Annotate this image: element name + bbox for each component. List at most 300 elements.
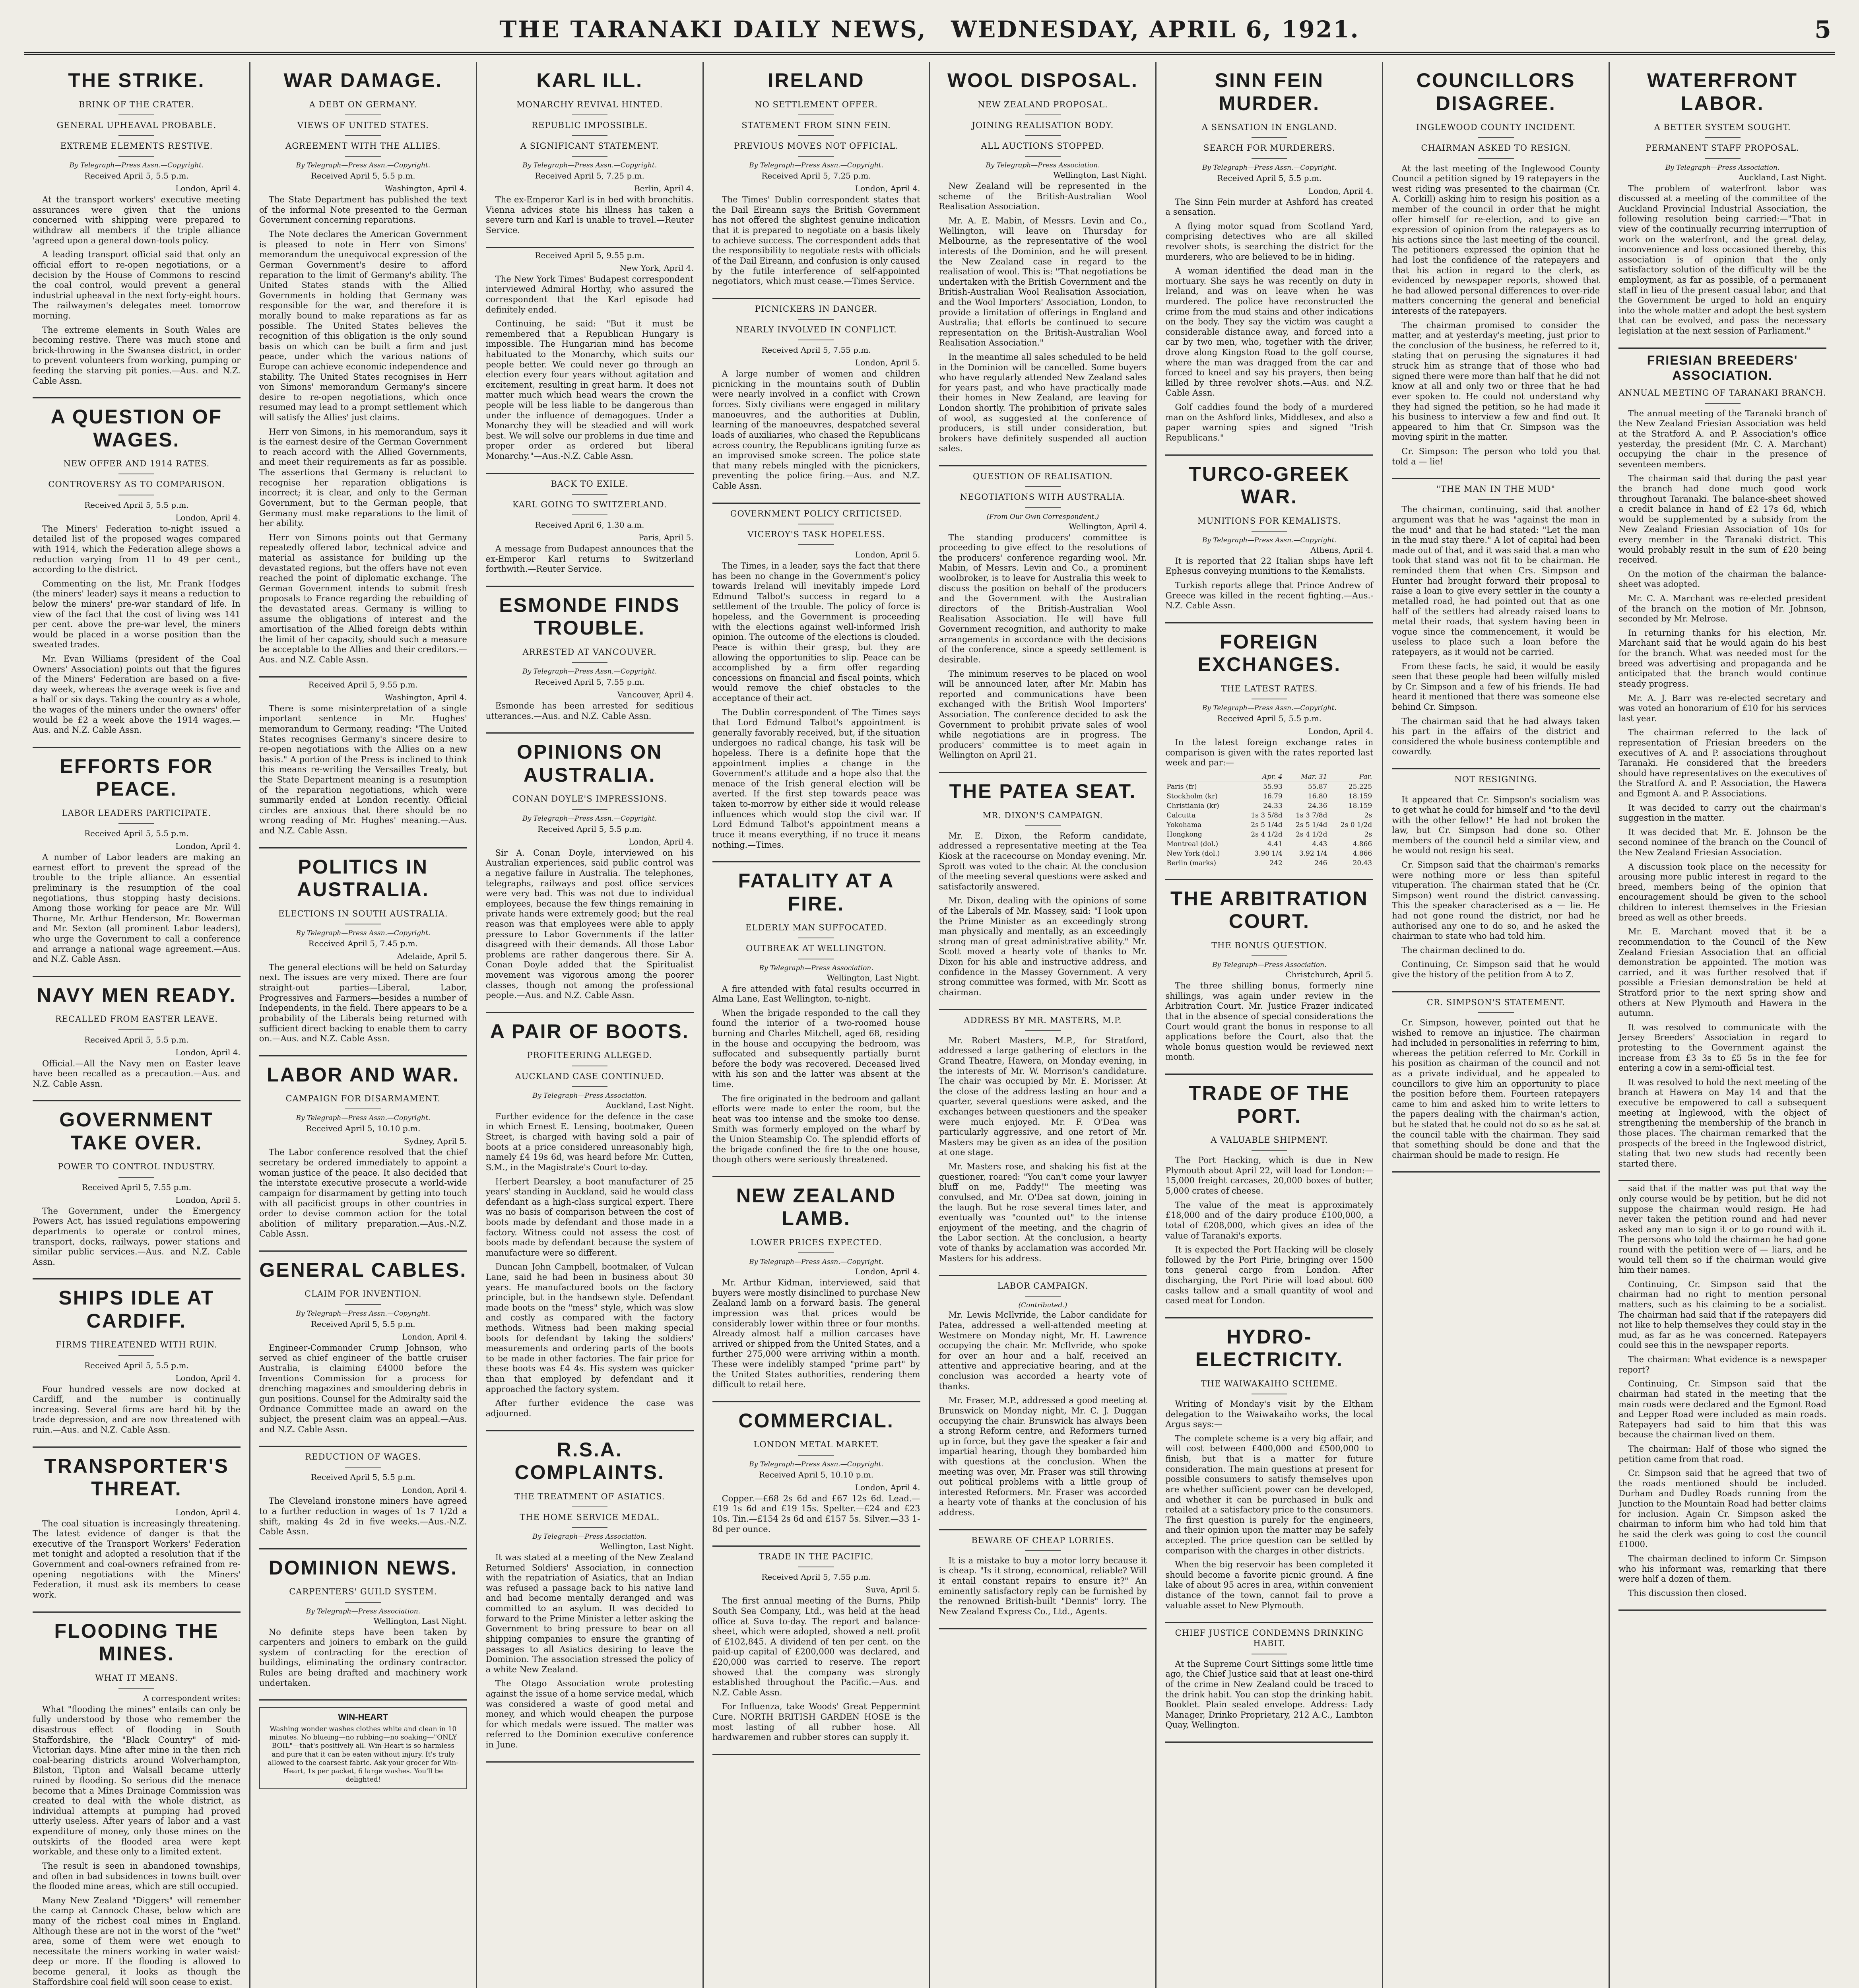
article-dateline: Christchurch, April 5. [1285, 970, 1374, 980]
table-cell: 55.87 [1308, 782, 1327, 791]
article-subheading: BRINK OF THE CRATER. [33, 99, 241, 115]
article-headline: ESMONDE FINDS TROUBLE. [499, 594, 681, 639]
article-paragraph: At the Supreme Court Sittings some little time ago, the Chief Justice said that at least one-third of the crime in New Zealand could be traced to the drink habit. You can stop the drinking habit. Booklet. Plain sealed envelope. Address: Lady Manager, Drinko Proprietary, 212 A.C., Lambton Quay, Wellington. [1165, 1659, 1374, 1730]
article-paragraph: Engineer-Commander Crump Johnson, who served as chief engineer of the battle cruiser Australia, is claiming £4000 before the Inventions Commission for a process for drenching magazines and smouldering debris in gun positions. Counsel for the Admiralty said the Ordnance Committee made an award on the subject, the present claim was an appeal.—Aus. and N.Z. Cable Assn. [259, 1343, 467, 1434]
article-subheading: LABOR LEADERS PARTICIPATE. [33, 808, 241, 824]
article-headline: IRELAND [768, 69, 865, 91]
article-credit: By Telegraph—Press Assn.—Copyright. [522, 668, 657, 676]
article-dateline: London, April 4. [1308, 726, 1374, 736]
article-divider [1165, 879, 1373, 880]
article-dateline: London, April 5. [175, 1195, 241, 1205]
article-paragraph: Sir A. Conan Doyle, interviewed on his Australian experiences, said public control was a negative failure in Australia. The telephones, telegraphs, railways and post office services were very bad. This was not due to individual employees, because the few things remaining in private hands were extremely good; but the real reason was that employees were able to apply pressure to Labor Governments if the latter disagreed with their demands. All those Labor problems are rather dangerous there. Sir A. Conan Doyle added that the Spiritualist movement was vigorous among the poorer classes, though not among the professional people.—Aus. and N.Z. Cable Assn. [485, 848, 694, 1000]
article-headline: COMMERCIAL. [738, 1409, 894, 1432]
article-received-time: Received April 5, 5.5 p.m. [84, 829, 189, 839]
article-credit: By Telegraph—Press Assn.—Copyright. [296, 161, 431, 170]
article [486, 594, 694, 721]
article-paragraph: The extreme elements in South Wales are becoming restive. There was much stone and brick-throwing in the Swansea district, in order to prevent volunteers from working, pumping or feeding the starving pit ponies.—Aus. and N.Z. Cable Assn. [33, 325, 241, 386]
article-paragraph: The Dublin correspondent of The Times says that Lord Edmund Talbot's appointment is generally favorably received, but, if the situation undergoes no radical change, his task will be hopeless. There is a definite hope that the appointment implies a change in the Government's attitude and a hope also that the menace of the Irish general election will be averted. If the first step towards peace was taken to-morrow by either side it would release influences which would stop the civil war. If Lord Edmund Talbot's appointment means a truce it means everything, if no truce it means nothing.—Times. [712, 707, 920, 850]
table-cell: Hongkong [1166, 830, 1202, 839]
article-paragraph: Continuing, Cr. Simpson said that he would give the history of the petition from A to Z. [1392, 959, 1600, 980]
table-cell: 3.90 1/4 [1254, 849, 1283, 858]
article-subheading: AGREEMENT WITH THE ALLIES. [259, 141, 467, 157]
table-cell: 2s 4 1/2d [1296, 830, 1327, 839]
article [712, 509, 920, 850]
article [939, 780, 1147, 998]
table-cell: 55.93 [1263, 782, 1283, 791]
article-headline: KARL ILL. [536, 69, 643, 91]
article-headline: LABOR AND WAR. [267, 1063, 460, 1086]
article-subheading: CONAN DOYLE'S IMPRESSIONS. [486, 794, 694, 810]
article [259, 680, 467, 836]
article-divider [486, 732, 694, 734]
article-subheading: JOINING REALISATION BODY. [939, 120, 1147, 136]
article-paragraph: Many New Zealand "Diggers" will remember the camp at Cannock Chase, below which are many of the richest coal mines in England. Although these are not in the worst of the "wet" area, some of them were wet enough to necessitate the miners working in water waist-deep or more. If the flooding is allowed to become general, it looks as though the Staffordshire coal field will soon cease to exist. [33, 1895, 241, 1987]
article-paragraph: Golf caddies found the body of a murdered man on the Ashford links, Middlesex, and also a paper warning spies and signed "Irish Republicans." [1165, 402, 1374, 443]
article-received-time: Received April 5, 9.55 p.m. [535, 250, 644, 260]
article [712, 1551, 920, 1743]
article-paragraph: A woman identified the dead man in the mortuary. She says he was recently on duty in Ireland, and was on leave when he was murdered. The police have reconstructed the crime from the mud stains and other indications on the body. They say the victim was caught a considerable distance away, and forced into a car by two men, who, together with the driver, drove along Kingston Road to the golf course, where the man was dragged from the car and forced to kneel and say his prayers, then being killed by three revolver shots.—Aus. and N.Z. Cable Assn. [1165, 266, 1374, 398]
article-paragraph: The coal situation is increasingly threatening. The latest evidence of danger is that the executive of the Transport Workers' Federation met tonight and adopted a resolution that if the Government and coal-owners refrained from re-opening negotiations with the Miners' Federation, it must ask its members to cease work. [33, 1518, 241, 1600]
table-header-cell: Par. [1329, 772, 1374, 782]
article-paragraph: At the transport workers' executive meeting assurances were given that the unions concerned with shipping were prepared to withdraw all members if the triple alliance 'agreed upon a general down-tools policy. [33, 195, 241, 245]
article [1165, 887, 1373, 1062]
article-paragraph: Mr. Lewis McIlvride, the Labor candidate for Patea, addressed a well-attended meeting at Westmere on Monday night, Mr. H. Lawrence occupying the chair. Mr. McIlvride, who spoke for over an hour and a half, received an attentive and appreciative hearing, and at the conclusion was accorded a hearty vote of thanks. [939, 1310, 1147, 1391]
article [1165, 631, 1373, 868]
article-subheading: A SIGNIFICANT STATEMENT. [486, 141, 694, 157]
article-dateline: London, April 4. [402, 1485, 467, 1495]
article-subheading: "THE MAN IN THE MUD" [1392, 484, 1600, 500]
table-cell: Christiania (kr) [1166, 802, 1219, 810]
article-paragraph: Cr. Simpson said that he agreed that two of the roads mentioned should be included. Durham and Dudley Roads running from the Junction to the Mountain Road had better claims for inclusion. Again Cr. Simpson asked the chairman to inform him who had told him that he said the clerk was going to cost the council £1000. [1618, 1468, 1826, 1549]
article-headline: A QUESTION OF WAGES. [50, 406, 223, 451]
article [259, 856, 467, 1044]
article-paragraph: From these facts, he said, it would be easily seen that these people had been wilfully misled by Cr. Simpson and a few of his friends. He had heard it mentioned that there was someone else behind Cr. Simpson. [1392, 661, 1600, 712]
article [486, 250, 694, 462]
article-dateline: Wellington, Last Night. [1053, 170, 1147, 180]
article-paragraph: Mr. Robert Masters, M.P., for Stratford, addressed a large gathering of electors in the Grand Theatre, Hawera, on Monday evening, in the interests of Mr. W. Morrison's candidature. The chair was occupied by Mr. E. Morisser. At the close of the address lasting an hour and a quarter, several questions were asked, and the exchanges between questioners and the speaker were much enjoyed. Mr. F. O'Dea was particularly aggressive, and one retort of Mr. Masters may be given as an idea of the position at one stage. [939, 1035, 1147, 1157]
article-paragraph: After further evidence the case was adjourned. [485, 1398, 694, 1418]
column-4 [704, 62, 930, 1988]
article-dateline: Washington, April 4. [385, 692, 467, 702]
article-paragraph: The chairman said that during the past year the branch had done much good work throughout Taranaki. The balance-sheet showed a credit balance in hand of £2 17s 6d, which would be supplemented by a subsidy from the New Zealand Friesian Association of 10s for every member in the Taranaki district. This would probably result in the sum of £20 being received. [1618, 474, 1826, 565]
article-subheading: GENERAL UPHEAVAL PROBABLE. [33, 120, 241, 136]
article-headline: WAR DAMAGE. [283, 69, 443, 91]
article-received-time: Received April 5, 5.5 p.m. [310, 1472, 415, 1482]
table-cell: Berlin (marks) [1166, 859, 1216, 867]
article-headline: NAVY MEN READY. [37, 984, 237, 1006]
article-subheading: BEWARE OF CHEAP LORRIES. [939, 1535, 1147, 1551]
article-headline: FLOODING THE MINES. [54, 1619, 219, 1665]
article-credit: By Telegraph—Press Association. [532, 1533, 647, 1541]
article [939, 471, 1147, 761]
article-paragraph: A number of Labor leaders are making an earnest effort to prevent the spread of the trouble to the triple alliance. An essential preliminary is the resumption of the coal negotiations, thus stopping hasty decisions. Among those working for peace are Mr. Will Thorne, Mr. Arthur Henderson, Mr. Bowerman and Mr. Sexton (all prominent Labor leaders), who urge the Government to call a conference and arrange a national wage agreement.—Aus. and N.Z. Cable Assn. [33, 852, 241, 964]
article-paragraph: This discussion then closed. [1628, 1588, 1747, 1598]
article-paragraph: It was resolved to communicate with the Jersey Breeders' Association in regard to protesting to the Government against the increase from £3 3s to £5 5s in the fee for entering a cow in a semi-official test. [1618, 1022, 1826, 1073]
article-dateline: London, April 4. [175, 1373, 241, 1383]
table-cell: 246 [1314, 859, 1327, 867]
table-row [1165, 849, 1373, 858]
article-received-time: Received April 5, 7.55 p.m. [535, 677, 644, 687]
table-cell: 2s [1364, 811, 1372, 819]
table-cell: 1s 3 5/8d [1251, 811, 1283, 819]
article-divider [33, 747, 241, 748]
article-paragraph: A flying motor squad from Scotland Yard, comprising detectives who are all skilled revolver shots, is searching the district for the murderers, who are believed to be in hiding. [1165, 221, 1374, 262]
article-dateline: London, April 4. [175, 513, 241, 522]
article-paragraph: The Otago Association wrote protesting against the issue of a home service medal, which was considered a waste of good metal and money, and which would cheapen the purpose for which medals were issued. The matter was referred to the Dominion executive conference in June. [485, 1679, 694, 1749]
table-cell: 4.43 [1312, 840, 1327, 848]
column-3 [477, 62, 704, 1988]
article-dateline: Athens, April 4. [1310, 545, 1374, 555]
article-paragraph: It was stated at a meeting of the New Zealand Returned Soldiers' Association, in connection with the repatriation of Asiatics, that an Indian was refused a passage back to his native land and had become mentally deranged and was committed to an asylum. It was decided to forward to the Prime Minister a letter asking the Government to bring pressure to bear on all shipping companies to ensure the granting of passages to all Asiatics desiring to leave the Dominion. The association stressed the policy of a white New Zealand. [485, 1553, 694, 1674]
article-subheading: WHAT IT MEANS. [33, 1673, 241, 1689]
table-cell: Stockholm (kr) [1166, 792, 1218, 800]
article-paragraph: Mr. Masters rose, and shaking his fist at the questioner, roared: "You can't come your lawyer bluff on me, Paddy!" The meeting was convulsed, and Mr. O'Dea sat down, joining in the laugh. But he rose several times later, and eventually was "counted out" to the intense enjoyment of the meeting, and the chagrin of the Labor section. At the conclusion, a hearty vote of thanks by acclamation was accorded Mr. Masters for his address. [939, 1162, 1147, 1263]
article [712, 870, 920, 1165]
article [259, 1452, 467, 1537]
article-paragraph: The standing producers' committee is proceeding to give effect to the resolutions of the producers' conference regarding wool. Mr. Mabin, of Messrs. Levin and Co., a prominent woolbroker, is to leave for Australia this week to discuss the position on behalf of the producers and the Government with the Australian directors of the British-Australian Wool Realisation Association. He will have full Government recognition, and authority to make arrangements in accordance with the decisions of the conference, since a speedy settlement is desirable. [939, 532, 1147, 664]
article-subheading: CONTROVERSY AS TO COMPARISON. [33, 479, 241, 495]
article-dateline: Suva, April 5. [865, 1585, 920, 1595]
article [1165, 1326, 1373, 1611]
article-dateline: London, April 5. [855, 358, 920, 368]
exchange-rates-table [1165, 772, 1373, 868]
article-paragraph: The Sinn Fein murder at Ashford has created a sensation. [1165, 197, 1374, 217]
article-headline: TURCO-GREEK WAR. [1189, 462, 1350, 508]
article-paragraph: The chairman declined to inform Cr. Simpson who his informant was, remarking that there were half a dozen of them. [1618, 1554, 1826, 1584]
article-received-time: Received April 5, 5.5 p.m. [310, 171, 415, 181]
article-subheading: REDUCTION OF WAGES. [259, 1452, 467, 1468]
article-paragraph: Turkish reports allege that Prince Andrew of Greece was killed in the recent fighting.—Aus.-N.Z. Cable Assn. [1165, 580, 1374, 611]
article-paragraph: Continuing, Cr. Simpson said that the chairman had stated in the meeting that the main roads were declared and the Egmont Road and Lepper Road were included as main roads. Ratepayers had said to him that this was because the chairman lived on them. [1618, 1379, 1826, 1440]
article-paragraph: Cr. Simpson said that the chairman's remarks were nothing more or less than spiteful vituperation. The chairman stated that he (Cr. Simpson) went round the district canvassing. This the speaker characterised as a — lie. He had not gone round the district, nor had he authorised any one to do so, and he asked the chairman to state who had told him. [1392, 860, 1600, 941]
article-subheading: MONARCHY REVIVAL HINTED. [486, 99, 694, 115]
article [1165, 69, 1373, 443]
article-headline: WOOL DISPOSAL. [947, 69, 1138, 91]
table-cell: 4.41 [1267, 840, 1283, 848]
table-cell: 242 [1269, 859, 1283, 867]
article-subheading: QUESTION OF REALISATION. [939, 471, 1147, 487]
article-dateline: London, April 5. [855, 550, 920, 560]
article-paragraph: In the latest foreign exchange rates in comparison is given with the rates reported last week and par:— [1165, 738, 1374, 768]
table-row [1165, 811, 1373, 820]
article-paragraph: The chairman: What evidence is a newspaper report? [1618, 1355, 1826, 1375]
article-subheading: ELECTIONS IN SOUTH AUSTRALIA. [259, 909, 467, 924]
article-credit: By Telegraph—Press Assn.—Copyright. [296, 1309, 431, 1318]
article-divider [1165, 1074, 1373, 1075]
article-divider [1165, 1317, 1373, 1318]
article-dateline: London, April 4. [855, 1267, 920, 1277]
article-divider [1165, 622, 1373, 623]
article-divider [712, 1754, 920, 1755]
article-dateline: Wellington, April 4. [1069, 521, 1147, 531]
article-headline: OPINIONS ON AUSTRALIA. [517, 741, 663, 786]
table-header-cell: Mar. 31 [1284, 772, 1329, 782]
article-paragraph: No definite steps have been taken by carpenters and joiners to embark on the guild system of contracting for the erection of buildings, eliminating the ordinary contractor. Rules are being drafted and machinery work undertaken. [259, 1627, 467, 1688]
article [33, 406, 241, 736]
article-paragraph: The first annual meeting of the Burns, Philp South Sea Company, Ltd., was held at the head office at Suva to-day. The report and balance-sheet, which were adopted, showed a nett profit of £102,845. A dividend of ten per cent. on the paid-up capital of £200,000 was declared, and £20,000 was carried to reserve. The report showed that the company was strongly established throughout the Pacific.—Aus. and N.Z. Cable Assn. [712, 1596, 920, 1697]
article-paragraph: Further evidence for the defence in the case in which Ernest E. Lensing, bootmaker, Queen Street, is charged with having sold a pair of boots at a price considered unreasonably high, namely £4 19s 6d, was heard before Mr. Cutten, S.M., in the Magistrate's Court to-day. [485, 1111, 694, 1172]
article [259, 1259, 467, 1435]
article [712, 1184, 920, 1390]
table-cell: 24.33 [1263, 802, 1283, 810]
article-headline: GENERAL CABLES. [259, 1258, 467, 1281]
article-subheading: NEARLY INVOLVED IN CONFLICT. [712, 324, 920, 340]
table-cell: Calcutta [1166, 811, 1196, 819]
article-paragraph: It is reported that 22 Italian ships have left Ephesus conveying munitions to the Kemalists. [1165, 556, 1374, 576]
article-divider [939, 1529, 1147, 1530]
article-paragraph: Esmonde has been arrested for seditious utterances.—Aus. and N.Z. Cable Assn. [485, 701, 694, 721]
article-headline: EFFORTS FOR PEACE. [60, 755, 213, 800]
article [1392, 774, 1600, 980]
article-subheading: ADDRESS BY MR. MASTERS, M.P. [939, 1015, 1147, 1031]
article-subheading: CLAIM FOR INVENTION. [259, 1289, 467, 1305]
article-subheading: NEW OFFER AND 1914 RATES. [33, 458, 241, 474]
column-1 [24, 62, 250, 1988]
column-8 [1610, 62, 1835, 1988]
article-divider [1165, 454, 1373, 456]
article-dateline: Wellington, Last Night. [600, 1541, 694, 1551]
article-divider [33, 1100, 241, 1101]
article [33, 1287, 241, 1435]
article-subheading: CHAIRMAN ASKED TO RESIGN. [1392, 143, 1600, 159]
article-divider [712, 1176, 920, 1177]
article [939, 69, 1147, 454]
article [1618, 69, 1826, 336]
article-headline: SINN FEIN MURDER. [1215, 69, 1324, 115]
article-subheading: PREVIOUS MOVES NOT OFFICIAL. [712, 141, 920, 157]
article-paragraph: It was decided to carry out the chairman's suggestion in the matter. [1618, 803, 1826, 823]
article-divider [939, 1009, 1147, 1010]
article [1618, 1184, 1826, 1598]
article-divider [939, 1628, 1147, 1629]
article-divider [486, 1012, 694, 1013]
table-cell: 18.159 [1348, 802, 1372, 810]
article-subheading: NEGOTIATIONS WITH AUSTRALIA. [939, 492, 1147, 508]
article-received-time: Received April 5, 5.5 p.m. [537, 824, 642, 834]
article [1392, 997, 1600, 1161]
article-dateline: Wellington, Last Night. [373, 1616, 467, 1626]
article-paragraph: A fire attended with fatal results occurred in Alma Lane, East Wellington, to-night. [712, 984, 920, 1004]
article-dateline: Sydney, April 5. [404, 1136, 467, 1146]
article-subheading: RECALLED FROM EASTER LEAVE. [33, 1014, 241, 1030]
article [939, 1015, 1147, 1264]
article-divider [486, 1761, 694, 1763]
table-cell: Yokohama [1166, 821, 1202, 829]
article-received-time: Received April 5, 5.5 p.m. [84, 1360, 189, 1370]
table-cell: 4.866 [1353, 840, 1372, 848]
article [33, 1455, 241, 1600]
article-received-time: Received April 5, 5.5 p.m. [84, 171, 189, 181]
article-divider [1618, 348, 1826, 349]
article-paragraph: The chairman referred to the lack of representation of Friesian breeders on the executives of A. and P. associations throughout Taranaki. He considered that the breeders should have representatives on the executives of the Stratford A. and P. Association, the Hawera and Egmont A. and P. Associations. [1618, 728, 1826, 798]
article [486, 1439, 694, 1750]
advertisement [259, 1707, 467, 1789]
article-paragraph: The Cleveland ironstone miners have agreed to a further reduction in wages of 1s 7 1/2d a shift, making 4s 2d in five weeks.—Aus.-N.Z. Cable Assn. [259, 1496, 467, 1537]
article-paragraph: On the motion of the chairman the balance-sheet was adopted. [1618, 569, 1826, 589]
article-subheading: THE WAIWAKAIHO SCHEME. [1165, 1378, 1373, 1394]
article-divider [33, 1278, 241, 1279]
table-row [1165, 782, 1373, 792]
article [486, 69, 694, 236]
article-credit: (Contributed.) [1018, 1301, 1067, 1310]
article-credit: (From Our Own Correspondent.) [986, 513, 1099, 521]
article-paragraph: Mr. A. J. Barr was re-elected secretary and was voted an honorarium of £10 for his services last year. [1618, 693, 1826, 723]
article-subheading: A DEBT ON GERMANY. [259, 99, 467, 115]
article [259, 69, 467, 665]
article-credit: By Telegraph—Press Assn.—Copyright. [749, 1258, 884, 1266]
article-dateline: Auckland, Last Night. [605, 1100, 694, 1110]
article-paragraph: Four hundred vessels are now docked at Cardiff, and the number is continually increasing. Several firms are hard hit by the trade depression, and are now threatened with ruin.—Aus. and N.Z. Cable Assn. [33, 1384, 241, 1435]
article-paragraph: The value of the meat is approximately £18,000 and of the dairy produce £100,000, a total of £208,000, which gives an idea of the value of Taranaki's exports. [1165, 1200, 1374, 1241]
article-divider [712, 1401, 920, 1402]
article-credit: By Telegraph—Press Association. [759, 964, 873, 972]
article-paragraph: For Influenza, take Woods' Great Peppermint Cure. NORTH BRITISH GARDEN HOSE is the most lasting of all rubber hose. All hardwaremen and rubber stores can supply it. [712, 1702, 920, 1742]
article-divider [259, 1250, 467, 1252]
article-dateline: New York, April 4. [619, 263, 694, 273]
article-paragraph: Mr. Evan Williams (president of the Coal Owners' Association) points out that the figures of the Miners' Federation are based on a five-day week, whereas the average week is five and a half or six days. Taking the country as a whole, the wages of the miners under the owners' offer would be £2 a week above the 1914 wages.—Aus. and N.Z. Cable Assn. [33, 654, 241, 735]
table-row [1165, 839, 1373, 849]
article-credit: By Telegraph—Press Assn.—Copyright. [1202, 536, 1337, 544]
article-paragraph: The complete scheme is a very big affair, and will cost between £400,000 and £500,000 to finish, but that is a matter for future consideration. The main questions at present for possible consumers to satisfy themselves upon are whether sufficient power can be developed, and whether it can be purchased in bulk and retailed at a satisfactory price to the consumers. The first question is purely for the engineers, and their opinion upon the matter may be safely accepted. The price question can be settled by comparison with the charges in other districts. [1165, 1433, 1374, 1555]
article-paragraph: The chairman: Half of those who signed the petition came from that road. [1618, 1444, 1826, 1464]
article-dateline: London, April 4. [175, 184, 241, 194]
article-subheading: A VALUABLE SHIPMENT. [1165, 1135, 1373, 1151]
article-received-time: Received April 5, 7.45 p.m. [308, 938, 418, 948]
article-paragraph: The New York Times' Budapest correspondent interviewed Admiral Horthy, who assured the correspondent that the Karl episode had definitely ended. [485, 274, 694, 315]
column-5 [930, 62, 1157, 1988]
article [486, 479, 694, 575]
column-6 [1157, 62, 1383, 1988]
article-paragraph: Herr von Simons, in his memorandum, says it is the earnest desire of the German Government to reach accord with the Allied Governments, and meet their requirements as far as possible. The assertions that Germany is reluctant to recognise her reparation obligations is incorrect; it is clear, and only to the German Government, but to the German people, that Germany must make reparations to the limit of her ability. [259, 427, 467, 528]
article-subheading: NO SETTLEMENT OFFER. [712, 99, 920, 115]
article-dateline: London, April 4. [628, 837, 694, 846]
article-paragraph: New Zealand will be represented in the scheme of the British-Australian Wool Realisation Association. [939, 181, 1147, 212]
article [1618, 353, 1826, 1169]
article-paragraph: Herbert Dearsley, a boot manufacturer of 25 years' standing in Auckland, said he would class defendant as a high-class surgical expert. There was no basis of comparison between the cost of boots made by defendant and those made in a factory. Witness could not assess the cost of boots made by defendant because the system of manufacture were so different. [485, 1176, 694, 1258]
article-paragraph: The Miners' Federation to-night issued a detailed list of the proposed wages compared with 1914, which the Federation allege shows a reduction varying from 11 to 49 per cent., according to the district. [33, 524, 241, 575]
article-divider [33, 1611, 241, 1613]
article-subheading: VICEROY'S TASK HOPELESS. [712, 529, 920, 545]
article-headline: TRANSPORTER'S THREAT. [44, 1454, 229, 1500]
article-paragraph: Writing of Monday's visit by the Eltham delegation to the Waiwakaiho works, the local Argus says:— [1165, 1399, 1374, 1429]
article-divider [33, 397, 241, 398]
article [33, 755, 241, 965]
article-subheading: LOWER PRICES EXPECTED. [712, 1237, 920, 1253]
article-credit: By Telegraph—Press Assn.—Copyright. [749, 1460, 884, 1468]
article-paragraph: The annual meeting of the Taranaki branch of the New Zealand Friesian Association was held at the Stratford A. and P. Association's office yesterday, the president (Mr. C. A. Marchant) occupying the chair in the presence of seventeen members. [1618, 408, 1826, 469]
article-paragraph: What "flooding the mines" entails can only be fully understood by those who remember the disastrous effect of flooding in South Staffordshire, the "Black Country" of mid-Victorian days. Mine after mine in the then rich coal-bearing districts around Wolverhampton, Bilston, Tipton and Walsall became utterly ruined by flooding. So serious did the menace become that a Mines Drainage Commission was created to deal with the whole district, as individual attempts at pumping had proved utterly useless. After years of labor and a vast expenditure of money, only those mines on the outskirts of the flooded area were kept workable, and these only to a limited extent. [33, 1704, 241, 1857]
columns [24, 62, 1835, 1988]
article-dateline: Vancouver, April 4. [617, 690, 694, 700]
article-received-time: Received April 5, 5.5 p.m. [310, 1319, 415, 1329]
article-subheading: BACK TO EXILE. [486, 479, 694, 495]
article-subheading: EXTREME ELEMENTS RESTIVE. [33, 141, 241, 157]
article-paragraph: Continuing, Cr. Simpson said that the chairman had no right to mention personal matters, such as his claiming to be a socialist. The chairman had said that if the ratepayers did not like to help themselves they could stay in the mud, as far as he was concerned. Ratepayers could see this in the newspaper reports. [1618, 1279, 1826, 1350]
article-credit: By Telegraph—Press Association. [532, 1091, 647, 1100]
table-cell: 24.36 [1308, 802, 1327, 810]
article-paragraph: Mr. A. E. Mabin, of Messrs. Levin and Co., Wellington, will leave on Thursday for Melbourne, as the representative of the wool interests of the Dominion, and he will present the New Zealand case in regard to the realisation of wool. This is: "That negotiations be undertaken with the British Government and the British-Australian Wool Realisation Association, and the Wool Importers' Association, London, to provide a limitation of offerings in England and Australia; that efforts be continued to secure representation on the British-Australian Wool Realisation Association." [939, 216, 1147, 348]
article-paragraph: When the brigade responded to the call they found the interior of a two-roomed house burning and Charles Mitchell, aged 68, residing in the house and occupying the bedroom, was suffocated and subsequently partially burnt before the body was recovered. Deceased lived with his son and the latter was absent at the time. [712, 1008, 920, 1089]
article-credit: By Telegraph—Press Assn.—Copyright. [1202, 704, 1337, 712]
article-divider [939, 465, 1147, 466]
article-divider [1392, 991, 1600, 992]
article [1165, 463, 1373, 611]
article-paragraph: It is expected the Port Hacking will be closely followed by the Port Pirie, bringing over 1500 tons general cargo from London. After discharging, the Port Pirie will load about 600 casks tallow and a small quantity of wool and cased meat for London. [1165, 1245, 1374, 1306]
table-cell: 20.43 [1353, 859, 1372, 867]
article-paragraph: A leading transport official said that only an official effort to re-open negotiations, or a decision by the House of Commons to rescind the coal control, would prevent a general industrial upheaval in the next forty-eight hours. The railwaymen's delegates meet tomorrow morning. [33, 250, 241, 320]
article-paragraph: Herr von Simons points out that Germany repeatedly offered labor, technical advice and material as assistance for building up the devastated regions, but the offers have not even reached the point of diplomatic exchange. The German Government intends to submit fresh proposals to France regarding the rebuilding of the devastated areas. Germany is willing to assume the obligations of interest and the amortisation of the Allied foreign debts within the limit of her capacity, should such a measure be acceptable to the Allies and their creditors.—Aus. and N.Z. Cable Assn. [259, 532, 467, 665]
article-subheading: CR. SIMPSON'S STATEMENT. [1392, 997, 1600, 1013]
article-credit: By Telegraph—Press Assn.—Copyright. [296, 929, 431, 937]
article-headline: FATALITY AT A FIRE. [738, 870, 895, 915]
article-dateline: London, April 4. [402, 1332, 467, 1342]
article-headline: NEW ZEALAND LAMB. [736, 1184, 897, 1230]
article-received-time: Received April 5, 7.25 p.m. [761, 171, 871, 181]
advertisement-title: WIN-HEART [338, 1712, 388, 1722]
article-subheading: LONDON METAL MARKET. [712, 1439, 920, 1455]
article-subheading: FIRMS THREATENED WITH RUIN. [33, 1340, 241, 1355]
article-paragraph: The problem of waterfront labor was discussed at a meeting of the committee of the Auckland Provincial Industrial Association, the following resolution being carried:—"That in view of the continually recurring interruption of work on the waterfront, and the great delay, inconvenience and loss occasioned thereby, this association is of opinion that the only satisfactory solution of the difficulty will be the employment, as far as possible, of a permanent staff in lieu of the present casual labor, and that the Government be urged to hold an enquiry into the whole matter and adopt the best system that can be evolved, and pass the necessary legislation at the next session of Parliament." [1618, 183, 1826, 336]
article-dateline: Washington, April 4. [385, 184, 467, 194]
article-divider [712, 861, 920, 862]
article-paragraph: Mr. Arthur Kidman, interviewed, said that buyers were mostly disinclined to purchase New Zealand lamb on a forward basis. The general impression was that prices would be considerably lower within three or four months. Already almost half a million carcases have arrived or shipped from the United States, and a further 275,000 were arriving within a month. These were indelibly stamped "prime part" by the United States authorities, rendering them difficult to retail here. [712, 1278, 920, 1390]
article-divider [259, 676, 467, 678]
article-paragraph: It was resolved to hold the next meeting of the branch at Hawera on May 14 and that the executive be empowered to call a subsequent meeting at Inglewood, with the object of strengthening the membership of the branch in those places. The chairman remarked that the prospects of the breed in the Inglewood district, stating that two new studs had recently been started there. [1618, 1077, 1826, 1169]
article [33, 1620, 241, 1988]
article-divider [259, 1055, 467, 1056]
article-paragraph: It was decided that Mr. E. Johnson be the second nominee of the branch on the Council of the New Zealand Friesian Association. [1618, 827, 1826, 858]
article-subheading: MUNITIONS FOR KEMALISTS. [1165, 516, 1373, 532]
article-paragraph: The chairman declined to do. [1401, 945, 1525, 955]
article-dateline: Auckland, Last Night. [1738, 172, 1826, 182]
article-divider [259, 847, 467, 848]
article-paragraph: said that if the matter was put that way the only course would be by petition, but he did not suppose the chairman would resign. He had never taken the petition round and had never asked any man to sign it or to go round with it. The persons who told the chairman he had gone round with the petition were of — liars, and he would tell them so if the chairman would give him their names. [1618, 1184, 1826, 1275]
table-cell: 1s 3 7/8d [1296, 811, 1327, 819]
issue-date: WEDNESDAY, APRIL 6, 1921. [951, 16, 1360, 43]
article-paragraph: The Government, under the Emergency Powers Act, has issued regulations empowering departments to operate or control mines, transport, docks, railways, power stations and similar public services.—Aus. and N.Z. Cable Assn. [33, 1206, 241, 1267]
article-divider [33, 1446, 241, 1448]
article-headline: SHIPS IDLE AT CARDIFF. [58, 1287, 215, 1332]
article-received-time: Received April 5, 5.5 p.m. [84, 500, 189, 510]
article-paragraph: Copper.—£68 2s 6d and £67 12s 6d. Lead.—£19 1s 6d and £19 15s. Spelter.—£24 and £23 10s. Tin.—£154 2s 6d and £157 5s. Silver.—33 1-8d per ounce. [712, 1493, 920, 1534]
article-credit: By Telegraph—Press Association. [1212, 961, 1327, 969]
article-divider [939, 772, 1147, 773]
article [1165, 1628, 1373, 1730]
page-number: 5 [1814, 16, 1831, 44]
table-header-row [1165, 772, 1373, 782]
article-received-time: Received April 5, 7.55 p.m. [761, 1572, 871, 1582]
article-received-time: Received April 5, 10.10 p.m. [759, 1470, 874, 1479]
article-received-time: Received April 5, 7.55 p.m. [82, 1182, 192, 1192]
article-paragraph: At the last meeting of the Inglewood County Council a petition signed by 19 ratepayers in the west riding was presented to the chairman (Cr. A. Corkill) asking him to resign his position as a member of the council in order that he might offer himself for re-election, and to give an expression of opinion from the ratepayers as to his actions since the last meeting of the council. The petitioners expressed the opinion that he had lost the confidence of the ratepayers and that his action in regard to the clerk, as evidenced by newspaper reports, showed that he had allowed personal differences to over-ride matters concerning the general and beneficial interests of the ratepayers. [1392, 163, 1600, 316]
table-cell: 18.159 [1348, 792, 1372, 800]
article-paragraph: The ex-Emperor Karl is in bed with bronchitis. Vienna advices state his illness has taken a severe turn and Karl is unable to travel.—Reuter Service. [485, 195, 694, 235]
article-subheading: LABOR CAMPAIGN. [939, 1281, 1147, 1297]
article-subheading: MR. DIXON'S CAMPAIGN. [939, 810, 1147, 826]
article-received-time: Received April 5, 7.25 p.m. [535, 171, 644, 181]
article-paragraph: Official.—All the Navy men on Easter leave have been recalled as a precaution.—Aus. and N.Z. Cable Assn. [33, 1058, 241, 1089]
article-received-time: Received April 5, 7.55 p.m. [761, 345, 871, 355]
article-dateline: Paris, April 5. [638, 533, 694, 543]
article-received-time: Received April 5, 5.5 p.m. [84, 1035, 189, 1044]
article-subheading: A BETTER SYSTEM SOUGHT. [1618, 122, 1826, 138]
table-cell: 4.866 [1353, 849, 1372, 858]
article-subheading: ALL AUCTIONS STOPPED. [939, 141, 1147, 157]
table-cell: 2s [1364, 830, 1372, 839]
table-cell: 25.225 [1348, 782, 1372, 791]
article-paragraph: Mr. E. Marchant moved that it be a recommendation to the Council of the New Zealand Friesian Association that an official demonstration be appointed. The motion was carried, and it was further resolved that if possible a Friesian demonstration be held at Stratford prior to the next spring show and others at New Plymouth and Hawera in the autumn. [1618, 927, 1826, 1018]
article-divider [939, 1275, 1147, 1276]
